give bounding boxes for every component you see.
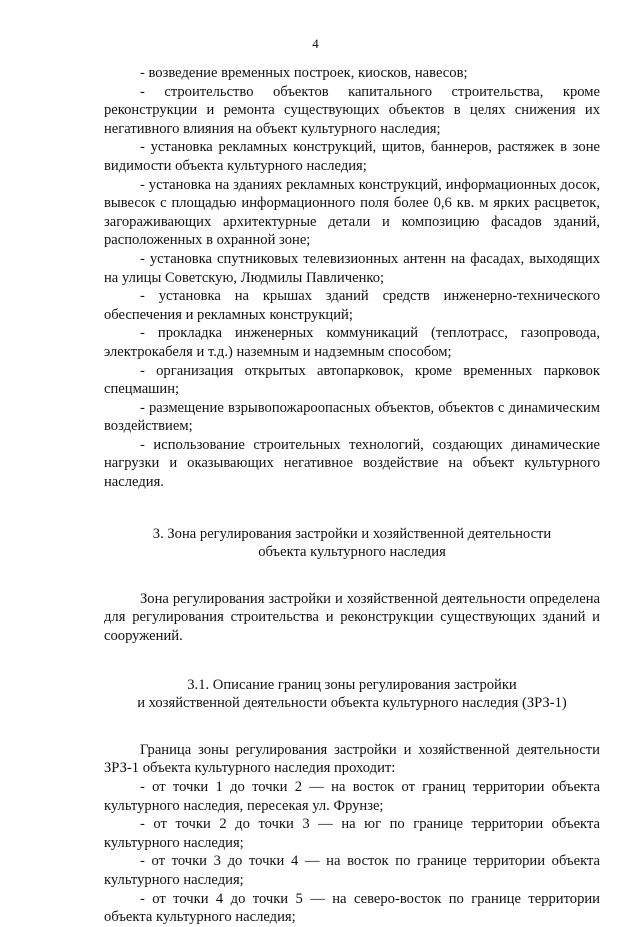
section-heading-line: и хозяйственной деятельности объекта культурного наследия (ЗРЗ-1) — [137, 695, 567, 712]
list-item: - организация открытых автопарковок, кроме временных парковок спецмашин; — [104, 362, 600, 398]
boundary-point: - от точки 4 до точки 5 — на северо-восток по границе территории объекта культурного наследия; — [104, 890, 600, 926]
list-item: - установка рекламных конструкций, щитов, баннеров, растяжек в зоне видимости объекта культурного наследия; — [104, 139, 600, 174]
section-3-heading — [104, 525, 600, 562]
boundary-description — [104, 741, 600, 927]
section-3-paragraph: Зона регулирования застройки и хозяйственной деятельности определена для регулирования строительства и реконструкции существующих зданий и сооружений. — [104, 590, 600, 645]
page-number: 4 — [312, 36, 319, 51]
list-item: - возведение временных построек, киосков, навесов; — [140, 65, 468, 81]
restrictions-list — [104, 64, 600, 492]
list-item: - установка на крышах зданий средств инженерно-технического обеспечения и рекламных конструкций; — [104, 288, 600, 323]
section-heading-line: 3.1. Описание границ зоны регулирования застройки — [187, 676, 517, 693]
section-heading-line: объекта культурного наследия — [258, 544, 446, 561]
boundary-point: - от точки 3 до точки 4 — на восток по границе территории объекта культурного наследия; — [104, 853, 600, 888]
boundary-point: - от точки 2 до точки 3 — на юг по границе территории объекта культурного наследия; — [104, 816, 600, 851]
section-3-1-heading — [104, 676, 600, 713]
list-item: - строительство объектов капитального строительства, кроме реконструкции и ремонта существующих объектов в целях снижения их негативного влияния на объект культурного наследия; — [104, 83, 600, 137]
section-heading-line: 3. Зона регулирования застройки и хозяйственной деятельности — [152, 525, 552, 542]
boundary-intro: Граница зоны регулирования застройки и хозяйственной деятельности ЗРЗ-1 объекта культурного наследия проходит: — [104, 741, 600, 777]
boundary-point: - от точки 1 до точки 2 — на восток от границ территории объекта культурного наследия, пересекая ул. Фрунзе; — [104, 779, 600, 814]
list-item: - установка спутниковых телевизионных антенн на фасадах, выходящих на улицы Советскую, Людмилы Павличенко; — [104, 250, 600, 286]
list-item: - использование строительных технологий, создающих динамические нагрузки и оказывающих негативное воздействие на объект культурного наследия. — [104, 436, 600, 491]
list-item: - прокладка инженерных коммуникаций (теплотрасс, газопровода, электрокабеля и т.д.) наземным и надземным способом; — [104, 325, 600, 360]
list-item: - размещение взрывопожароопасных объектов, объектов с динамическим воздействием; — [104, 399, 600, 435]
document-body — [104, 64, 600, 927]
list-item: - установка на зданиях рекламных конструкций, информационных досок, вывесок с площадью информационного поля более 0,6 кв. м ярких расцветок, загораживающих архитектурные детали и композицию фасадов зданий, расположенных в охранной зоне; — [104, 176, 600, 249]
